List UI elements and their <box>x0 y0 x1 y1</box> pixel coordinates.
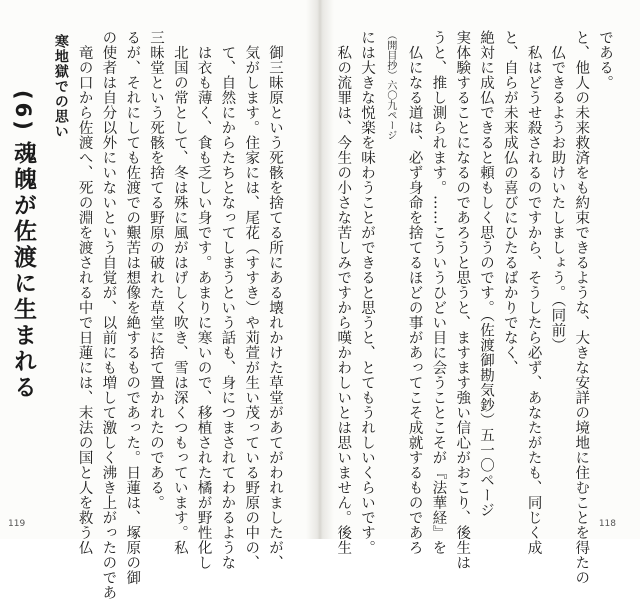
book-gutter <box>306 0 334 539</box>
text-column: と、他人の未来救済をも約束できるような、大きな安詳の境地に住むことを得たの <box>573 30 590 585</box>
blank-column <box>0 30 4 500</box>
page-number: 119 <box>8 519 26 529</box>
chapter-heading <box>10 30 37 500</box>
text-column: 私の流罪は、今生の小さな苦しみですから嘆かわしいとは思いません。後生 <box>335 44 352 555</box>
text-column: と、自らが未来成仏の喜びにひたるばかりでなく、 <box>501 30 518 375</box>
text-column: 気がします。住家には、尾花（すすき）や苅萱が生い茂っている野原の中の、 <box>243 44 260 570</box>
text-column: て、自然にからたちとなってしまうという話も、身につまされてわかるような <box>219 44 236 570</box>
text-column: るが、それにしても佐渡での艱苦は想像を絶するものであった。日蓮は、塚原の御 <box>124 30 141 585</box>
text-column: の使者は自分以外にいないという自覚が、以前にも増して激しく沸き上がったのであ <box>100 30 117 600</box>
text-column: 三昧堂という死骸を捨てる野原の破れた草堂に捨て置かれたのである。 <box>148 30 165 510</box>
text-column: うと、推し測られます。……こういうひどい目に会うことこそが『法華経』を <box>430 30 447 555</box>
right-page <box>322 0 640 585</box>
subheading: 寒地獄での思い <box>52 34 69 139</box>
text-column: 私はどうせ殺されるのですから、そうしたら必ず、あなたがたも、同じく成 <box>525 44 542 555</box>
citation: （開目抄）六〇九ページ <box>384 30 396 140</box>
text-column: 絶対に成仏できると頼もしく思うのです。（佐渡御勘気鈔）五一〇ページ <box>478 30 495 518</box>
text-column: は衣も薄く、食も乏しい身です。あまりに寒いので、移植された橘が野性化し <box>195 44 212 570</box>
heading-text: 魂魄が佐渡に生まれる <box>10 140 37 401</box>
text-column: 北国の常として、冬は殊に風がはげしく吹き、雪は深くつもっています。私 <box>171 44 188 555</box>
page-number: 118 <box>598 519 616 529</box>
text-column: 仏できるようお助けいたしましょう。（同前） <box>549 44 566 353</box>
text-column: 仏になる道は、必ず身命を捨てるほどの事があってこそ成就するものであろ <box>406 44 423 555</box>
text-column: には大きな悦楽を味わうことができると思うと、とてもうれしいくらいです。 <box>359 30 376 555</box>
text-column: である。 <box>597 30 613 90</box>
left-page <box>0 0 318 600</box>
text-column: 実体験することになるのであろうと思うと、ますます強い信心がおこり、後生は <box>454 30 471 570</box>
text-column: 御三昧原という死骸を捨てる所にある壊れかけた草堂があてがわれましたが、 <box>267 44 283 570</box>
text-column: 竜の口から佐渡へ、死の淵を渡される中で日蓮には、末法の国と人を救う仏 <box>76 44 93 555</box>
heading-number: (6) <box>11 90 36 133</box>
